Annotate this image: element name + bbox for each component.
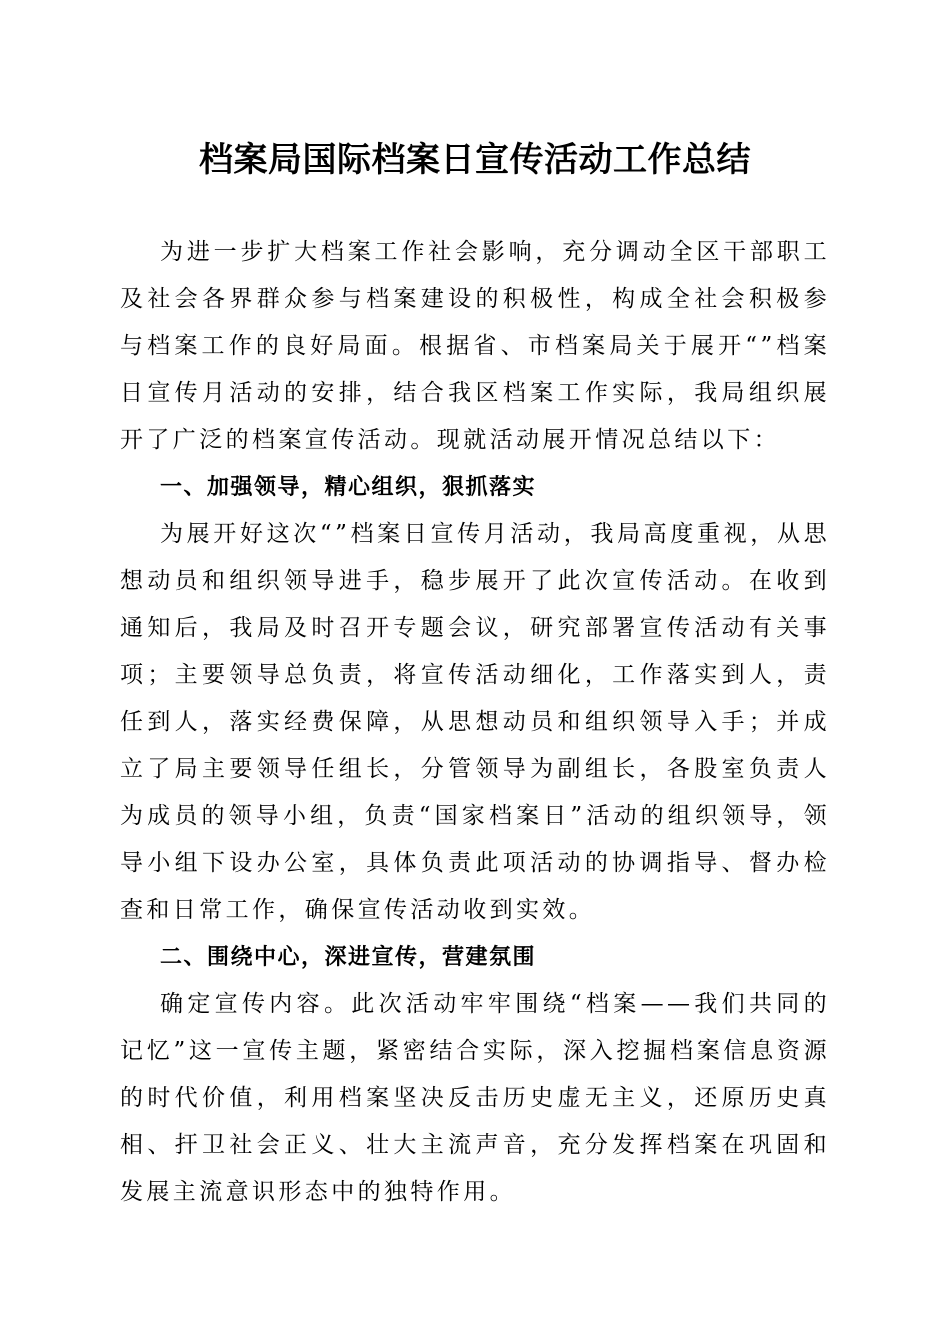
document-title: 档案局国际档案日宣传活动工作总结	[199, 140, 751, 180]
section-2-heading: 二、围绕中心，深进宣传，营建氛围	[160, 945, 537, 970]
section-2-paragraph: 确定宣传内容。此次活动牢牢围绕“档案——我们共同的记忆”这一宣传主题，紧密结合实际，深入挖掘档案信息资源的时代价值，利用档案坚决反击历史虚无主义，还原历史真相、扞卫社会正义、壮大主流声音，充分发挥档案在巩固和发展主流意识形态中的独特作用。	[120, 991, 830, 1205]
section-1-heading: 一、加强领导，精心组织，狠抓落实	[160, 475, 537, 500]
section-1-paragraph: 为展开好这次“”档案日宣传月活动，我局高度重视，从思想动员和组织领导进手，稳步展开了此次宣传活动。在收到通知后，我局及时召开专题会议，研究部署宣传活动有关事项；主要领导总负责，将宣传活动细化，工作落实到人，责任到人，落实经费保障，从思想动员和组织领导入手；并成立了局主要领导任组长，分管领导为副组长，各股室负责人为成员的领导小组，负责“国家档案日”活动的组织领导，领导小组下设办公室，具体负责此项活动的协调指导、督办检查和日常工作，确保宣传活动收到实效。	[120, 521, 830, 923]
intro-paragraph: 为进一步扩大档案工作社会影响，充分调动全区干部职工及社会各界群众参与档案建设的积极性，构成全社会积极参与档案工作的良好局面。根据省、市档案局关于展开“”档案日宣传月活动的安排，结合我区档案工作实际，我局组织展开了广泛的档案宣传活动。现就活动展开情况总结以下：	[120, 239, 830, 453]
document-body	[120, 229, 830, 1216]
